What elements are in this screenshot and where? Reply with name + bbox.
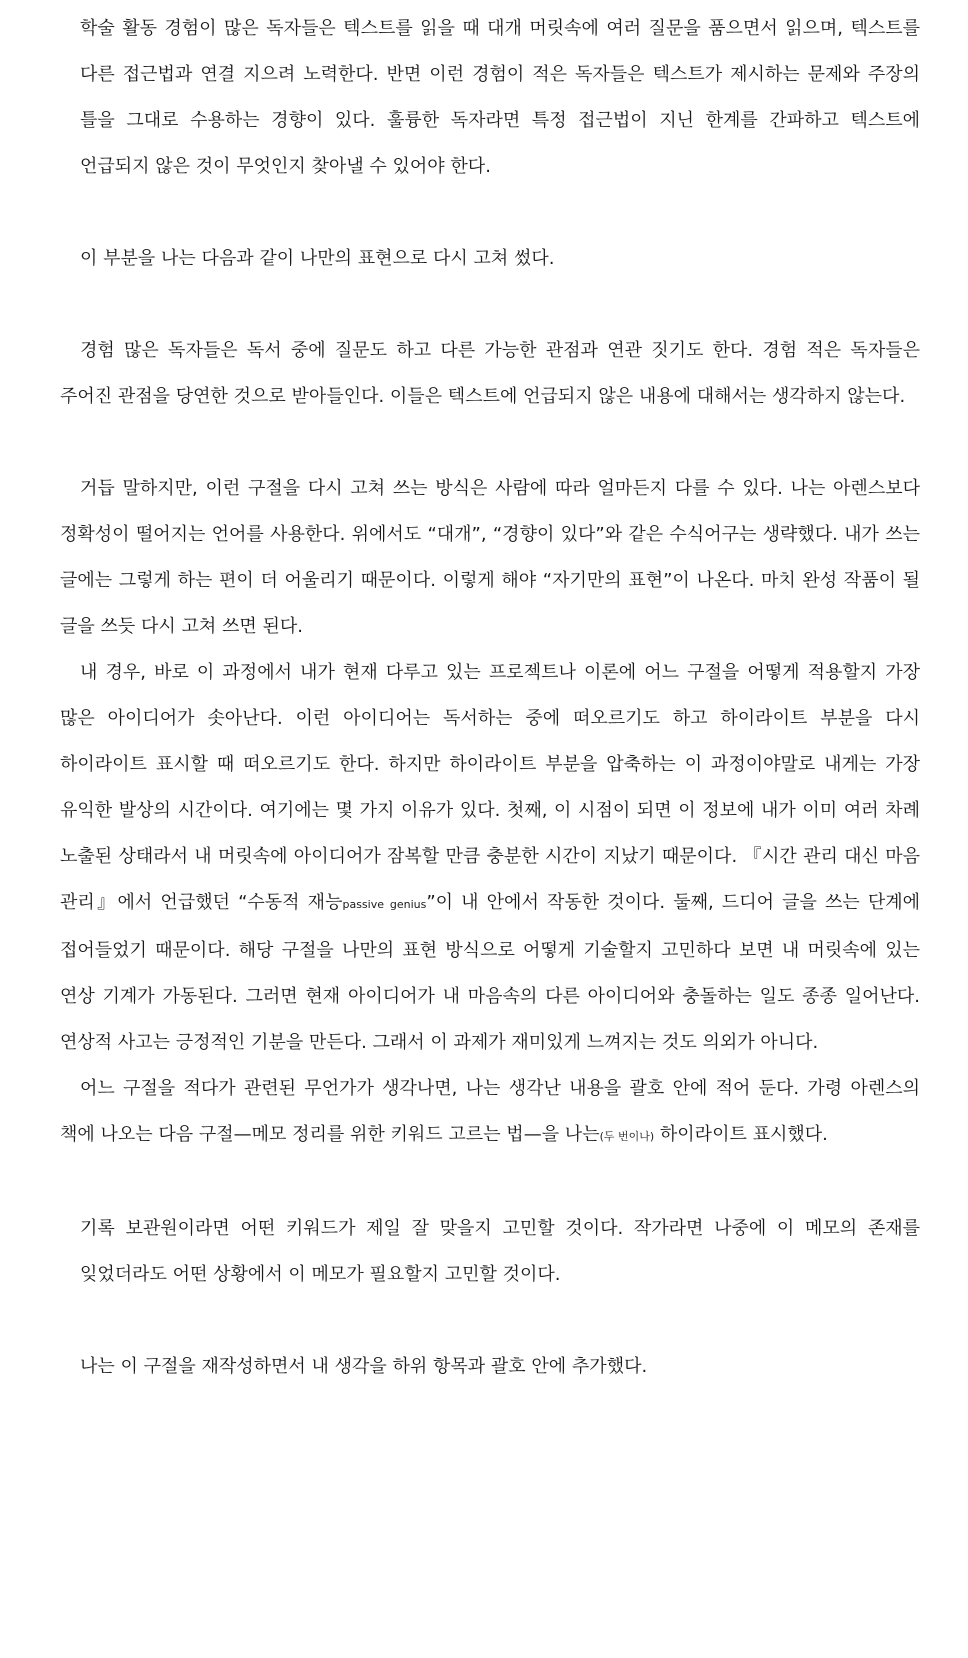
paragraph-closing: 나는 이 구절을 재작성하면서 내 생각을 하위 항목과 괄호 안에 추가했다. — [80, 1356, 648, 1377]
paragraph-parentheses-text-a: 어느 구절을 적다가 관련된 무언가가 생각나면, 나는 생각난 내용을 괄호 안에 적어 둔다. 가령 아렌스의 책에 나오는 다음 구절—메모 정리를 위한 키워드 고르는 법—을 나는 — [60, 1078, 920, 1145]
quote-paragraph-archivist: 기록 보관원이라면 어떤 키워드가 제일 잘 맞을지 고민할 것이다. 작가라면 나중에 이 메모의 존재를 잊었더라도 어떤 상황에서 이 메모가 필요할지 고민할 것이다. — [80, 1218, 920, 1285]
passive-genius-annotation: passive genius — [342, 898, 427, 911]
quote-paragraph-ahrens-readers: 학술 활동 경험이 많은 독자들은 텍스트를 읽을 때 대개 머릿속에 여러 질문을 품으면서 읽으며, 텍스트를 다른 접근법과 연결 지으려 노력한다. 반면 이런 경험이 적은 독자들은 텍스트가 제시하는 문제와 주장의 틀을 그대로 수용하는 경향이 있다. 훌륭한 독자라면 특정 접근법이 지닌 한계를 간파하고 텍스트에 언급되지 않은 것이 무엇인지 찾아낼 수 있어야 한다. — [80, 18, 920, 177]
paragraph-parentheses-notes — [60, 1066, 920, 1160]
paragraph-rewriting-method: 거듭 말하지만, 이런 구절을 다시 고쳐 쓰는 방식은 사람에 따라 얼마든지 다를 수 있다. 나는 아렌스보다 정확성이 떨어지는 언어를 사용한다. 위에서도 “대개”, “경향이 있다”와 같은 수식어구는 생략했다. 내가 쓰는 글에는 그렇게 하는 편이 더 어울리기 때문이다. 이렇게 해야 “자기만의 표현”이 나온다. 마치 완성 작품이 될 글을 쓰듯 다시 고쳐 쓰면 된다. — [60, 478, 920, 637]
paragraph-parentheses-text-b: 하이라이트 표시했다. — [654, 1124, 828, 1145]
paragraph-idea-generation — [60, 650, 920, 1066]
paragraph-rewrite-intro: 이 부분을 나는 다음과 같이 나만의 표현으로 다시 고쳐 썼다. — [80, 248, 555, 269]
document-page — [60, 6, 920, 1390]
paragraph-rewritten-version: 경험 많은 독자들은 독서 중에 질문도 하고 다른 가능한 관점과 연관 짓기도 한다. 경험 적은 독자들은 주어진 관점을 당연한 것으로 받아들인다. 이들은 텍스트에 언급되지 않은 내용에 대해서는 생각하지 않는다. — [60, 340, 920, 407]
twice-annotation: (두 번이나) — [599, 1130, 655, 1143]
paragraph-idea-generation-text-a: 내 경우, 바로 이 과정에서 내가 현재 다루고 있는 프로젝트나 이론에 어느 구절을 어떻게 적용할지 가장 많은 아이디어가 솟아난다. 이런 아이디어는 독서하는 중에 떠오르기도 하고 하이라이트 부분을 다시 하이라이트 표시할 때 떠오르기도 한다. 하지만 하이라이트 부분을 압축하는 이 과정이야말로 내게는 가장 유익한 발상의 시간이다. 여기에는 몇 가지 이유가 있다. 첫째, 이 시점이 되면 이 정보에 내가 이미 여러 차례 노출된 상태라서 내 머릿속에 아이디어가 잠복할 만큼 충분한 시간이 지났기 때문이다. 『시간 관리 대신 마음 관리』에서 언급했던 “수동적 재능 — [60, 662, 920, 913]
paragraph-idea-generation-text-b: ”이 내 안에서 작동한 것이다. 둘째, 드디어 글을 쓰는 단계에 접어들었기 때문이다. 해당 구절을 나만의 표현 방식으로 어떻게 기술할지 고민하다 보면 내 머릿속에 있는 연상 기계가 가동된다. 그러면 현재 아이디어가 내 마음속의 다른 아이디어와 충돌하는 일도 종종 일어난다. 연상적 사고는 긍정적인 기분을 만든다. 그래서 이 과제가 재미있게 느껴지는 것도 의외가 아니다. — [60, 892, 921, 1053]
